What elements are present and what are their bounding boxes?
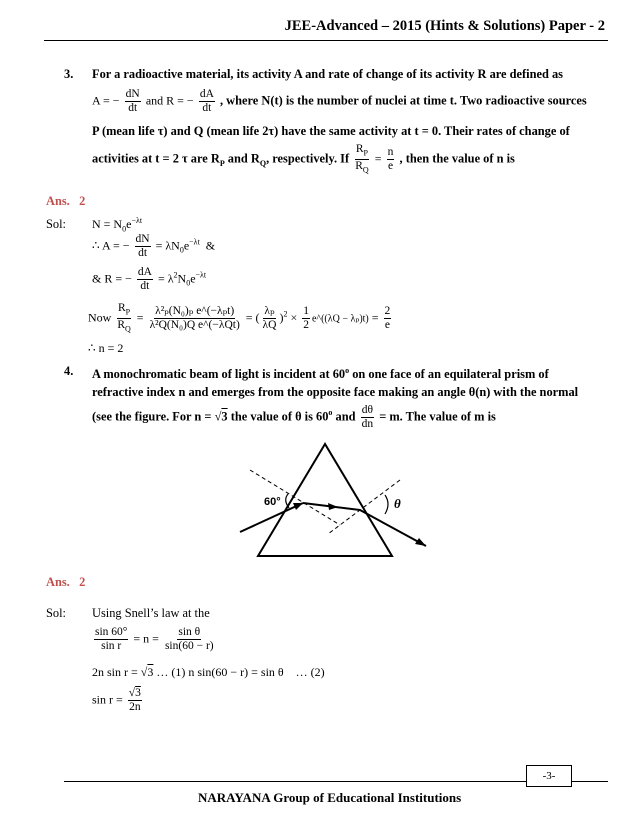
- q3-line4-q: Q: [259, 159, 267, 169]
- sol4-l3-c: … (2): [295, 665, 325, 679]
- sol4-f2-num: sin θ: [178, 626, 201, 638]
- q3-ratio-num-sub: P: [363, 148, 368, 158]
- sol3-l4-den2: λ²Q(N₀)Q e^(−λQt): [149, 319, 240, 332]
- sol3-l4-mid-den: λQ: [262, 319, 277, 332]
- q3-line2: [92, 88, 587, 115]
- q4-line1-a: A monochromatic beam of light is incident at 60: [92, 367, 346, 382]
- sol3-l4-frac1: [116, 302, 131, 336]
- q3-ratio-num: R: [355, 143, 364, 155]
- sol4-l3-b: … (1) n sin(60 − r) = sin θ: [156, 665, 284, 679]
- q3-def-and: and R = −: [145, 93, 194, 108]
- ans3-value: 2: [79, 194, 86, 208]
- sol3-l2: [92, 233, 215, 260]
- q3-line4: [92, 143, 515, 177]
- sol3-l3-b: = λ: [157, 271, 174, 286]
- q3-n-frac: [387, 146, 395, 173]
- q3-frac-da-den: dt: [202, 102, 212, 114]
- sol3-l3-a: & R = −: [92, 271, 132, 286]
- sol3-l5: ∴ n = 2: [88, 341, 124, 355]
- sol3-l2-frac: [135, 233, 151, 260]
- figure-angle-label: 60°: [264, 496, 281, 508]
- figure-theta-label: θ: [394, 496, 401, 511]
- sol3-l2-b: = λN: [155, 238, 180, 253]
- sol3-l4-frac3: [262, 305, 278, 332]
- sol4-f1-num: sin 60°: [95, 626, 128, 638]
- sol3-l3-sup: −λt: [195, 270, 207, 280]
- sol4-l3-a: 2n sin r =: [92, 665, 138, 679]
- sol3-l1-sub: 0: [122, 224, 127, 234]
- sol3-l4-pow: 2: [283, 309, 288, 319]
- sol3-l4-half-num: 1: [303, 305, 309, 318]
- q4-line1-sup: o: [345, 366, 350, 375]
- sol3-l4-den1: R: [117, 319, 126, 332]
- sol4-label: Sol:: [46, 606, 66, 620]
- q3-frac-dn-den: dt: [128, 102, 138, 114]
- q4-line1-b: on one face of an equilateral prism of: [349, 367, 549, 382]
- q4-line2: refractive index n and emerges from the opposite face making an angle θ(n) with the normal: [92, 385, 579, 399]
- ans4: [46, 574, 85, 590]
- q4-sqrt: √3: [214, 409, 228, 424]
- sol3-l4-num2: λ²ₚ(N₀)ₚ e^(−λₚt): [155, 305, 235, 318]
- angle-arc-right: [385, 495, 388, 514]
- footer-text: NARAYANA Group of Educational Institutions: [198, 790, 462, 805]
- q3-n-den: e: [387, 160, 394, 173]
- ans3: [46, 193, 85, 209]
- sol3-l4-exp: e^((λQ − λₚ)t): [311, 313, 369, 325]
- emergent-arrow: [415, 538, 426, 546]
- sol4-l3-root: 3: [147, 665, 154, 679]
- emergent-ray: [360, 510, 426, 546]
- q4-number: 4.: [64, 364, 74, 378]
- page-header-title: JEE-Advanced – 2015 (Hints & Solutions) Paper - 2: [284, 18, 605, 34]
- sol3-l4-frac4: [302, 305, 310, 332]
- q3-frac-dn-num: dN: [125, 88, 140, 100]
- q3-line4-end: , then the value of n is: [399, 151, 515, 166]
- q4-line3-b: the value of θ is 60: [230, 409, 329, 424]
- header-rule: [44, 40, 608, 41]
- sol4-frac2: [164, 626, 215, 653]
- q4-frac-num: dθ: [361, 404, 373, 416]
- sol3-l1: [92, 216, 142, 233]
- sol3-l2-num: dN: [135, 233, 150, 245]
- q3-eq: =: [374, 151, 382, 166]
- sol3-l4-num1: R: [118, 302, 126, 314]
- prism-figure: [210, 440, 440, 560]
- sol3-l3: [92, 266, 206, 293]
- sol3-l4-num1-sub: P: [125, 307, 131, 317]
- page-number: -3-: [526, 765, 572, 787]
- q4-line1: [92, 363, 549, 382]
- sol3-now: Now: [88, 310, 112, 325]
- sol3-l3-e: e: [190, 271, 196, 286]
- sol3-l1-e: e: [126, 217, 132, 231]
- sol3-l4: Now $\frac{R_P}{R_Q}$ = $\frac{\text{λ²ₚ(N₀)ₚ e\textasciicircum{}(−λₚt)}}{\text{λ²Q(N₀)Q e\textasciicircum{}(−λQt)}}$ = ( $\frac{\text{λₚ}}{\lambda Q}$ )$^2$ × $\frac{1}{2}$ e^((λQ − λₚ)t) = $\frac{2}{e}$: [88, 302, 391, 334]
- q4-line3-d: = m. The value of m is: [379, 409, 496, 424]
- q3-line4-a: activities at t = 2 τ are R: [92, 151, 220, 166]
- q3-line4-c: , respectively. If: [266, 151, 350, 166]
- sol3-l4-den1-sub: Q: [125, 324, 131, 334]
- sol3-l2-sup: −λt: [189, 237, 200, 247]
- sol3-l3-num: dA: [137, 266, 152, 278]
- q3-line4-p: P: [219, 159, 225, 169]
- sol3-l4-frac5: [384, 305, 392, 332]
- sol3-l2-a: ∴ A = −: [92, 238, 130, 253]
- q3-ratio-den-sub: Q: [362, 165, 369, 175]
- q3-frac-da-num: dA: [199, 88, 214, 100]
- q3-frac-dn-dt: [125, 88, 141, 115]
- q3-line3: P (mean life τ) and Q (mean life 2τ) have the same activity at t = 0. Their rates of change of: [92, 124, 570, 138]
- q4-frac: [361, 404, 375, 431]
- sol4-l4: [92, 687, 144, 714]
- q4-frac-den: dn: [361, 418, 374, 430]
- q4-sqrt-value: 3: [221, 409, 228, 424]
- sol4-l4-root: 3: [135, 687, 141, 699]
- q3-line1: For a radioactive material, its activity A and rate of change of its activity R are defined as: [92, 67, 563, 81]
- sol3-l1-text: N = N: [92, 217, 123, 231]
- q4-line3-a: (see the figure. For n =: [92, 409, 212, 424]
- refracted-arrow: [328, 503, 338, 510]
- sol4-l2: [92, 626, 217, 653]
- incident-arrow: [293, 503, 303, 510]
- sol3-l2-den: dt: [138, 247, 148, 259]
- sol3-l3-den: dt: [140, 280, 150, 292]
- q3-def-a: A = −: [92, 93, 120, 108]
- sol3-l2-sub: 0: [179, 245, 184, 255]
- q3-line2-rest: , where N(t) is the number of nuclei at time t. Two radioactive sources: [219, 93, 587, 108]
- q3-number: 3.: [64, 67, 74, 81]
- sol3-l4-res-num: 2: [384, 305, 391, 318]
- sol3-l2-e: e: [183, 238, 190, 253]
- sol3-l3-sub: 0: [186, 278, 191, 288]
- sol4-l4-den: 2n: [129, 701, 141, 713]
- sol4-l4-frac: $\frac{√3}{2n}$: [128, 687, 141, 713]
- sol3-l3-frac: [137, 266, 153, 293]
- sol4-f2-den: sin(60 − r): [164, 640, 214, 652]
- sol4-l3: 2n sin r = √3 … (1) n sin(60 − r) = sin θ … (2): [92, 665, 325, 679]
- sol3-l3-sq: 2: [173, 270, 178, 280]
- sol3-l4-res-den: e: [384, 319, 390, 332]
- sol3-label: Sol:: [46, 217, 66, 231]
- sol4-l4-a: sin r =: [92, 692, 123, 707]
- sol3-l4-frac2: [149, 305, 241, 332]
- sol4-l1: Using Snell’s law at the: [92, 606, 210, 620]
- q3-frac-da-dt: [199, 88, 215, 115]
- sol3-l3-c: N: [177, 271, 187, 286]
- sol4-eq-n: = n =: [133, 631, 159, 646]
- sol3-l1-sup: −λt: [131, 216, 143, 225]
- q4-line3-c: and: [332, 409, 356, 424]
- sol4-f1-den: sin r: [101, 640, 122, 652]
- sol3-l2-amp: &: [205, 238, 216, 253]
- sol3-l4-mid-num: λₚ: [264, 305, 275, 318]
- q3-n-num: n: [387, 146, 394, 159]
- q3-ratio-frac: [354, 143, 369, 177]
- sol3-l4-half-den: 2: [303, 319, 309, 332]
- q3-line4-b: and R: [224, 151, 260, 166]
- ans4-value: 2: [79, 575, 86, 589]
- q4-line3-sup: o: [328, 408, 333, 418]
- sol4-frac1: [94, 626, 128, 653]
- q4-line3: [92, 404, 496, 431]
- q3-ratio-den: R: [355, 160, 363, 173]
- ans4-label: Ans.: [46, 575, 70, 589]
- ans3-label: Ans.: [46, 194, 70, 208]
